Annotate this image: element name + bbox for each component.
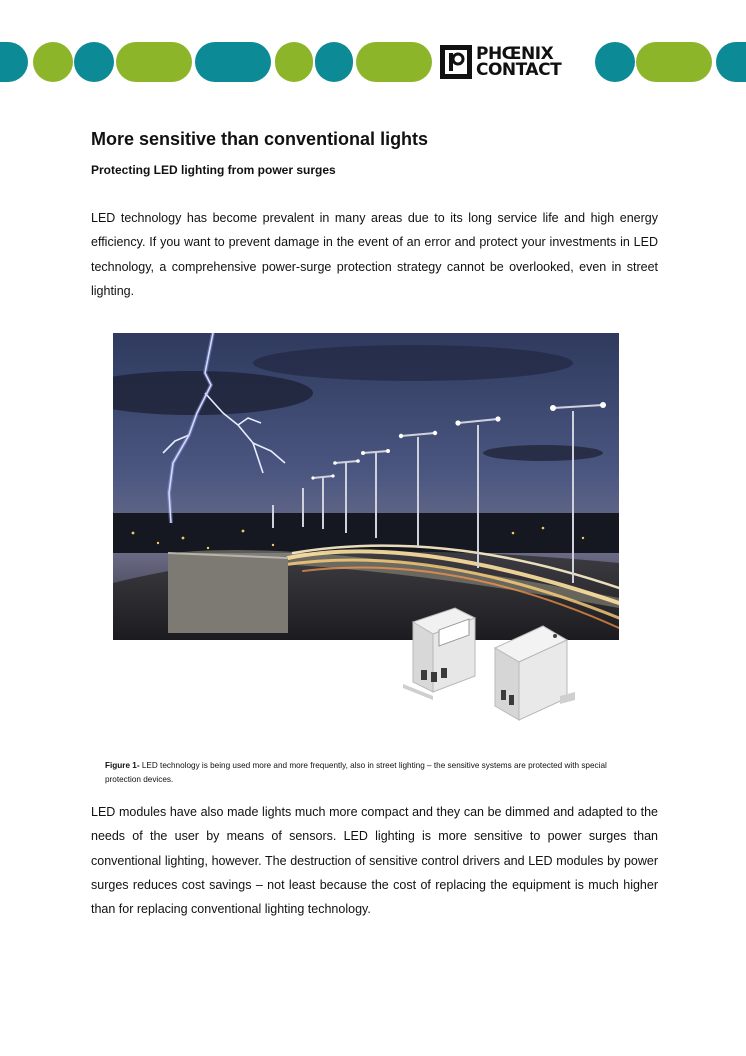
header-pill — [356, 42, 432, 82]
header-pill — [716, 42, 746, 82]
body-paragraph: LED modules have also made lights much more compact and they can be dimmed and adapted to the needs of the user by means of sensors. LED lighting is more sensitive to power surges than conventional lighting, however. The destruction of sensitive control drivers and LED modules by power surges reduces cost savings – not least because the cost of replacing the equipment is much higher than for replacing conventional lighting technology. — [91, 805, 658, 917]
logo-line2: CONTACT — [476, 60, 562, 80]
header-pill — [275, 42, 313, 82]
figure-caption-text: LED technology is being used more and more frequently, also in street lighting – the sensitive systems are protected with special protection devices. — [105, 761, 607, 784]
logo-line1: PHŒNIX — [476, 44, 554, 64]
surge-protection-devices — [395, 600, 585, 725]
header-band — [0, 42, 746, 82]
article-title: More sensitive than conventional lights — [91, 129, 429, 149]
logo-wordmark — [476, 46, 561, 78]
street-lighting-photo — [113, 333, 619, 640]
header-pill — [74, 42, 114, 82]
figure-caption — [105, 759, 625, 787]
header-pill — [195, 42, 271, 82]
header-pill — [636, 42, 712, 82]
header-pill — [0, 42, 28, 82]
header-pill — [116, 42, 192, 82]
intro-paragraph: LED technology has become prevalent in many areas due to its long service life and high energy efficiency. If you want to prevent damage in the event of an error and protect your investments in LED technology, a comprehensive power-surge protection strategy cannot be overlooked, even in street lighting. — [91, 211, 658, 298]
company-logo — [440, 42, 561, 82]
header-pill — [315, 42, 353, 82]
article-subtitle: Protecting LED lighting from power surges — [91, 163, 336, 177]
logo-mark-icon — [440, 45, 472, 79]
header-pill — [595, 42, 635, 82]
figure-label: Figure 1- — [105, 761, 140, 770]
header-pill — [33, 42, 73, 82]
